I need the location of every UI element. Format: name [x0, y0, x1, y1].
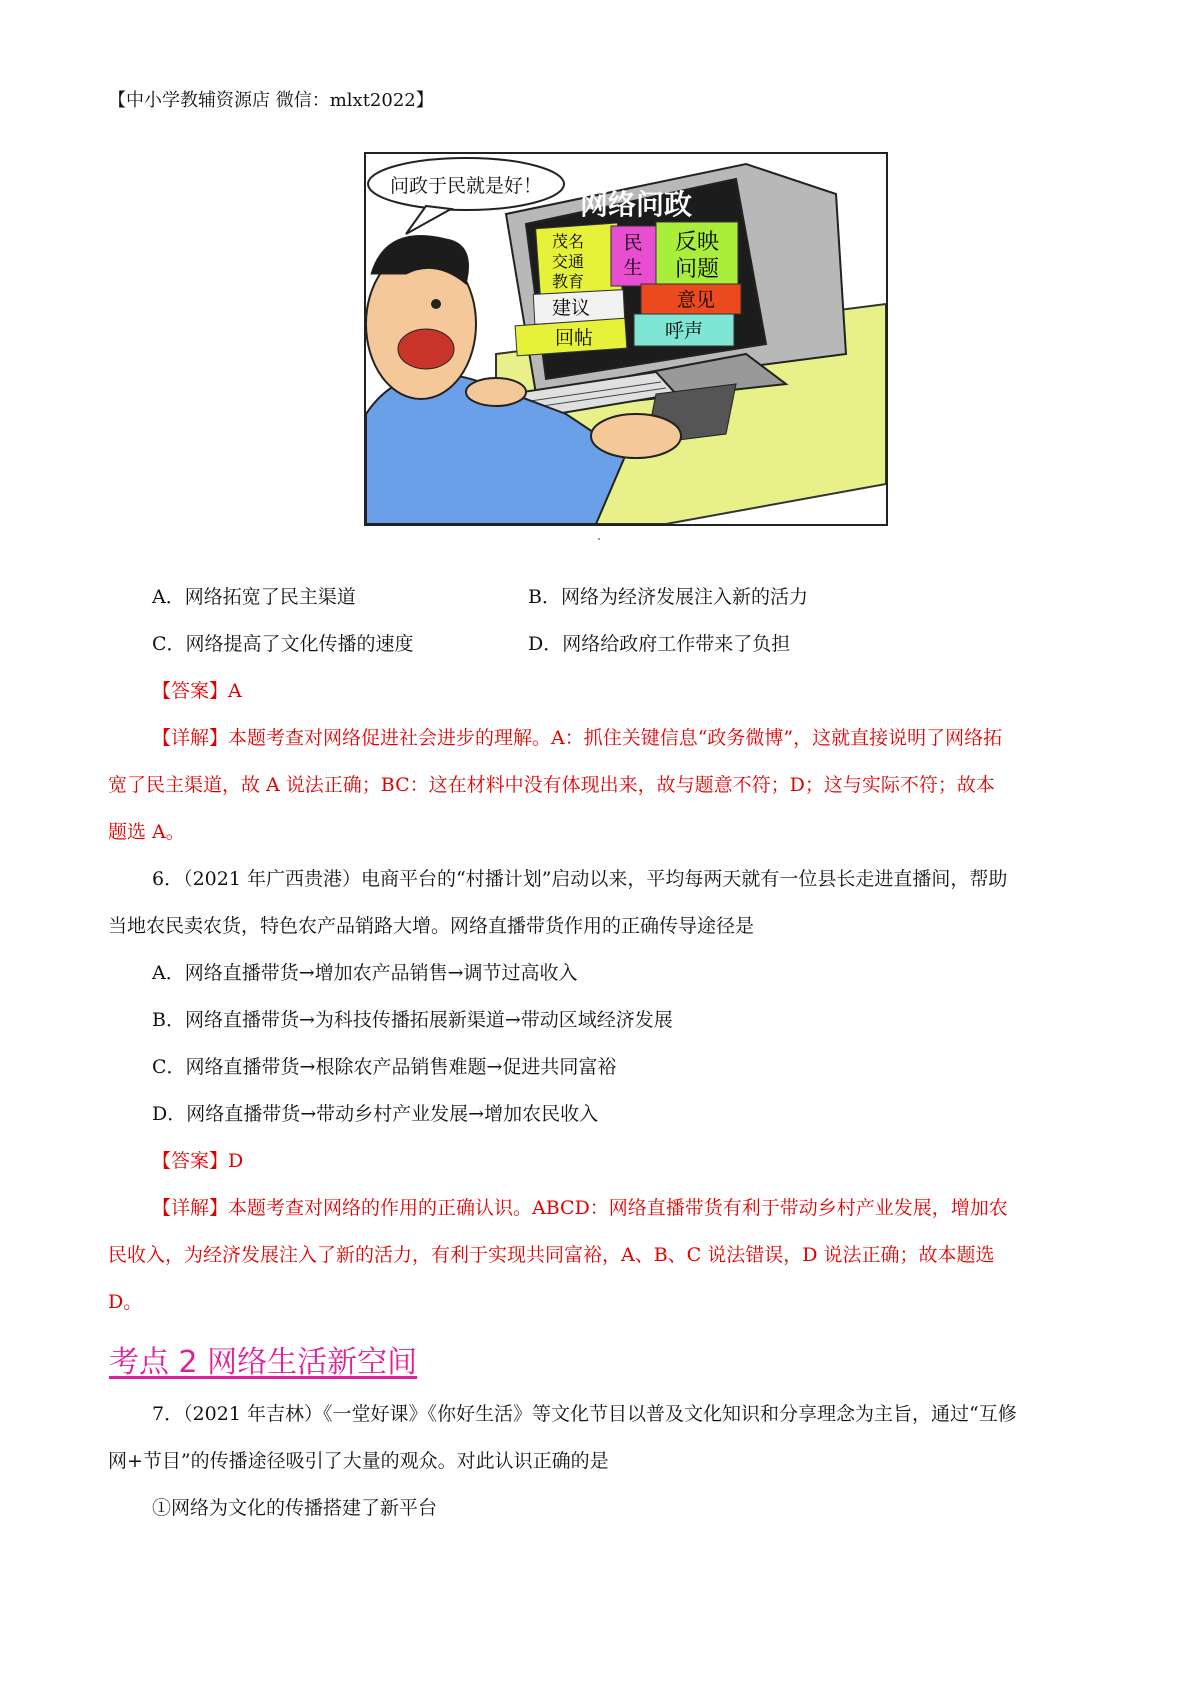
note-pink-2: 生 — [623, 257, 643, 279]
q6-detail-line-2: 民收入，为经济发展注入了新的活力，有利于实现共同富裕，A、B、C 说法错误，D 说法正确；故本题选 — [108, 1244, 995, 1266]
q7-item-1: ①网络为文化的传播搭建了新平台 — [152, 1497, 438, 1519]
header-tag: 【中小学教辅资源店 微信：mlxt2022】 — [108, 90, 434, 111]
q5-detail-line-1: 【详解】本题考查对网络促进社会进步的理解。A：抓住关键信息“政务微博”，这就直接说明了网络拓 — [152, 727, 1003, 749]
note-teal: 呼声 — [664, 320, 704, 342]
q5-option-d: D．网络给政府工作带来了负担 — [528, 633, 791, 655]
stray-mark — [598, 538, 600, 540]
q5-option-a: A．网络拓宽了民主渠道 — [152, 586, 356, 608]
cartoon-illustration — [364, 152, 888, 526]
note-red: 意见 — [676, 289, 716, 311]
q5-detail-line-3: 题选 A。 — [108, 821, 185, 843]
q7-stem-line-1: 7．（2021 年吉林）《一堂好课》《你好生活》等文化节目以普及文化知识和分享理念为主旨，通过“互修 — [152, 1403, 1017, 1425]
note-yellow-3: 教育 — [551, 272, 585, 291]
section-heading: 考点 2 网络生活新空间 — [109, 1345, 418, 1380]
note-yellow-2: 交通 — [551, 252, 585, 271]
q6-option-c: C．网络直播带货→根除农产品销售难题→促进共同富裕 — [152, 1056, 617, 1078]
note-green-1: 反映 — [674, 230, 720, 255]
note-yellow-4: 回帖 — [554, 327, 594, 349]
q6-option-a: A．网络直播带货→增加农产品销售→调节过高收入 — [152, 962, 578, 984]
note-pink-1: 民 — [623, 232, 643, 254]
q6-detail-line-1: 【详解】本题考查对网络的作用的正确认识。ABCD：网络直播带货有利于带动乡村产业发展，增加农 — [152, 1197, 1008, 1219]
q6-stem-line-2: 当地农民卖农货，特色农产品销路大增。网络直播带货作用的正确传导途径是 — [108, 915, 755, 937]
screen-title: 网络问政 — [579, 188, 693, 221]
note-green-2: 问题 — [674, 257, 720, 282]
q6-detail-line-3: D。 — [108, 1291, 143, 1313]
q7-stem-line-2: 网+节目”的传播途径吸引了大量的观众。对此认识正确的是 — [108, 1450, 609, 1472]
q5-detail-line-2: 宽了民主渠道，故 A 说法正确；BC：这在材料中没有体现出来，故与题意不符；D；这与实际不符；故本 — [108, 774, 995, 796]
q5-answer: 【答案】A — [152, 680, 242, 702]
q6-stem-line-1: 6．（2021 年广西贵港）电商平台的“村播计划”启动以来，平均每两天就有一位县长走进直播间，帮助 — [152, 868, 1008, 890]
note-yellow-1: 茂名 — [551, 232, 585, 251]
note-white: 建议 — [551, 297, 591, 319]
q6-option-b: B．网络直播带货→为科技传播拓展新渠道→带动区域经济发展 — [152, 1009, 673, 1031]
q5-option-c: C．网络提高了文化传播的速度 — [152, 633, 414, 655]
q6-option-d: D．网络直播带货→带动乡村产业发展→增加农民收入 — [152, 1103, 599, 1125]
q6-answer: 【答案】D — [152, 1150, 244, 1172]
svg-text:问政于民就是好！: 问政于民就是好！ — [389, 175, 543, 197]
q5-option-b: B．网络为经济发展注入新的活力 — [528, 586, 808, 608]
